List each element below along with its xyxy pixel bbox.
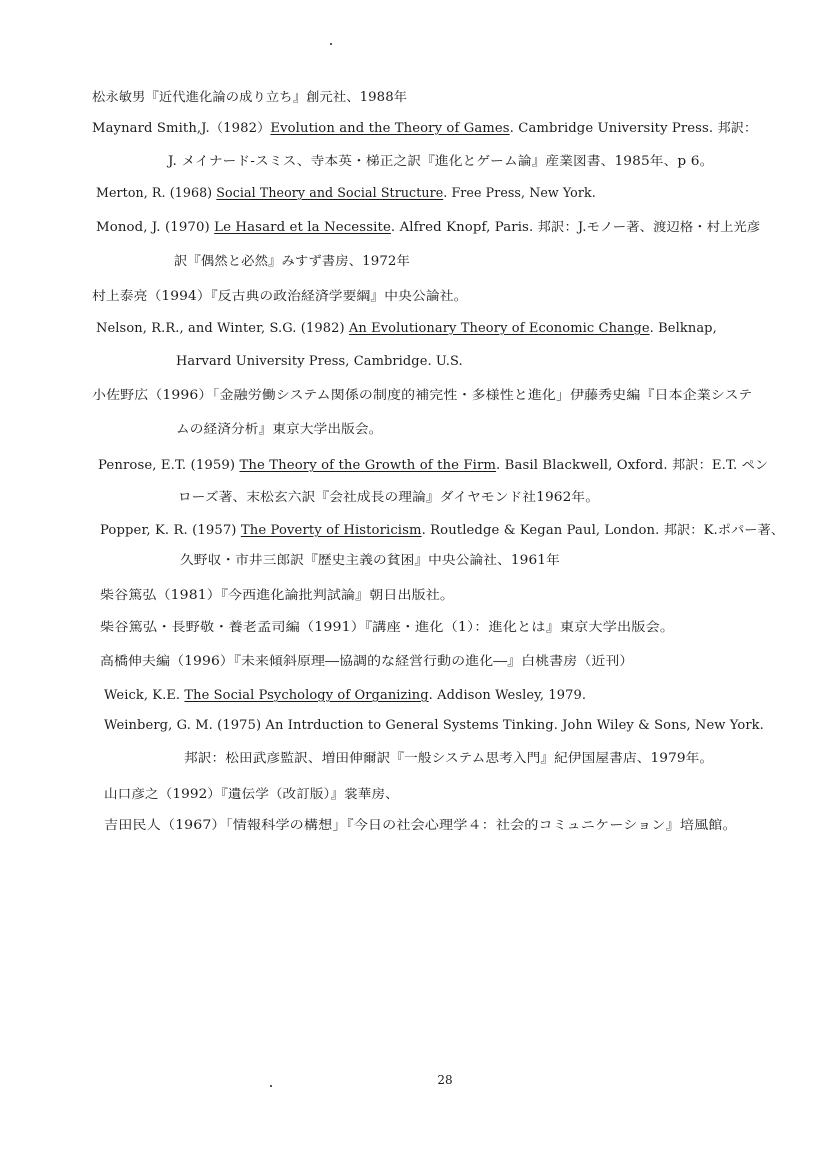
reference-text: 訳『偶然と必然』みすず書房、1972年 (174, 253, 410, 268)
reference-line (92, 91, 407, 104)
reference-line (176, 355, 463, 368)
reference-text: Weick, K.E. (104, 687, 185, 702)
reference-text: Monod, J. (1970) (96, 219, 215, 234)
reference-text: 村上泰亮（1994）『反古典の政治経済学要綱』中央公論社。 (92, 288, 468, 303)
reference-text: Nelson, R.R., and Winter, S.G. (1982) (96, 320, 349, 335)
reference-line (178, 491, 599, 504)
reference-text: 邦訳：松田武彦監訳、増田伸爾訳『一般システム思考入門』紀伊国屋書店、1979年。 (184, 750, 714, 765)
reference-title: The Poverty of Historicism (240, 522, 422, 537)
reference-text: 小佐野広（1996）「金融労働システム関係の制度的補完性・多様性と進化」伊藤秀史編『日本企業システ (92, 387, 753, 402)
reference-text: 松永敏男『近代進化論の成り立ち』創元社、1988年 (92, 89, 408, 104)
reference-line (104, 819, 737, 832)
reference-line (180, 554, 560, 567)
reference-line (96, 322, 717, 335)
reference-line (96, 221, 760, 234)
reference-text: . Routledge & Kegan Paul, London. 邦訳：K.ポパー著、 (421, 522, 785, 537)
reference-text: . Alfred Knopf, Paris. 邦訳：J.モノー著、渡辺格・村上光彦 (390, 219, 761, 234)
reference-line (174, 255, 410, 268)
reference-line (98, 459, 768, 472)
reference-text: Maynard Smith,J.（1982） (92, 120, 271, 135)
reference-title: The Social Psychology of Organizing (184, 687, 429, 702)
reference-text: . Free Press, New York. (443, 185, 596, 200)
reference-title: Evolution and the Theory of Games (270, 120, 510, 135)
reference-line (104, 719, 764, 732)
reference-text: 久野収・市井三郎訳『歴史主義の貧困』中央公論社、1961年 (180, 552, 560, 567)
reference-line (168, 155, 713, 168)
reference-text: . Basil Blackwell, Oxford. 邦訳：E.T. ペン (496, 457, 769, 472)
reference-line (92, 389, 752, 402)
reference-line (92, 290, 467, 303)
reference-title: An Evolutionary Theory of Economic Change (348, 320, 650, 335)
reference-line (104, 788, 399, 801)
reference-text: . Cambridge University Press. 邦訳： (509, 120, 758, 135)
reference-text: Harvard University Press, Cambridge. U.S. (176, 353, 463, 368)
reference-text: J. メイナード-スミス、寺本英・梯正之訳『進化とゲーム論』産業図書、1985年、p 6。 (168, 153, 714, 168)
reference-title: The Theory of the Growth of the Firm (239, 457, 497, 472)
reference-text: . Addison Wesley, 1979. (428, 687, 587, 702)
reference-line (176, 423, 382, 436)
reference-line (104, 689, 586, 702)
reference-text: 吉田民人（1967）「情報科学の構想」『今日の社会心理学４：社会的コミュニケーション』培風館。 (104, 817, 737, 832)
reference-title: Social Theory and Social Structure (216, 185, 444, 200)
reference-line (96, 187, 596, 200)
page-number: 28 (437, 1073, 453, 1087)
reference-text: 山口彦之（1992）『遺伝学（改訂版）』裳華房、 (104, 786, 399, 801)
reference-text: Popper, K. R. (1957) (100, 522, 241, 537)
reference-line (92, 122, 757, 135)
reference-text: ムの経済分析』東京大学出版会。 (176, 421, 383, 436)
reference-line (100, 524, 784, 537)
scan-speck (330, 43, 332, 45)
reference-text: Penrose, E.T. (1959) (98, 457, 240, 472)
reference-line (100, 655, 633, 668)
reference-line (100, 589, 454, 602)
reference-text: 高橋伸夫編（1996）『未来傾斜原理―協調的な経営行動の進化―』白桃書房（近刊） (100, 653, 634, 668)
reference-text: Merton, R. (1968) (96, 185, 217, 200)
reference-text: Weinberg, G. M. (1975) An Intrduction to General Systems Tinking. John Wiley & Sons, New York. (104, 717, 764, 732)
reference-line (184, 752, 713, 765)
reference-text: ローズ著、末松玄六訳『会社成長の理論』ダイヤモンド社1962年。 (178, 489, 600, 504)
reference-text: 柴谷篤弘（1981）『今西進化論批判試論』朝日出版社。 (100, 587, 455, 602)
reference-text: . Belknap, (649, 320, 717, 335)
reference-title: Le Hasard et la Necessite (214, 219, 391, 234)
reference-text: 柴谷篤弘・長野敬・養老孟司編（1991）『講座・進化（1）：進化とは』東京大学出版会。 (100, 619, 675, 634)
reference-line (100, 621, 674, 634)
